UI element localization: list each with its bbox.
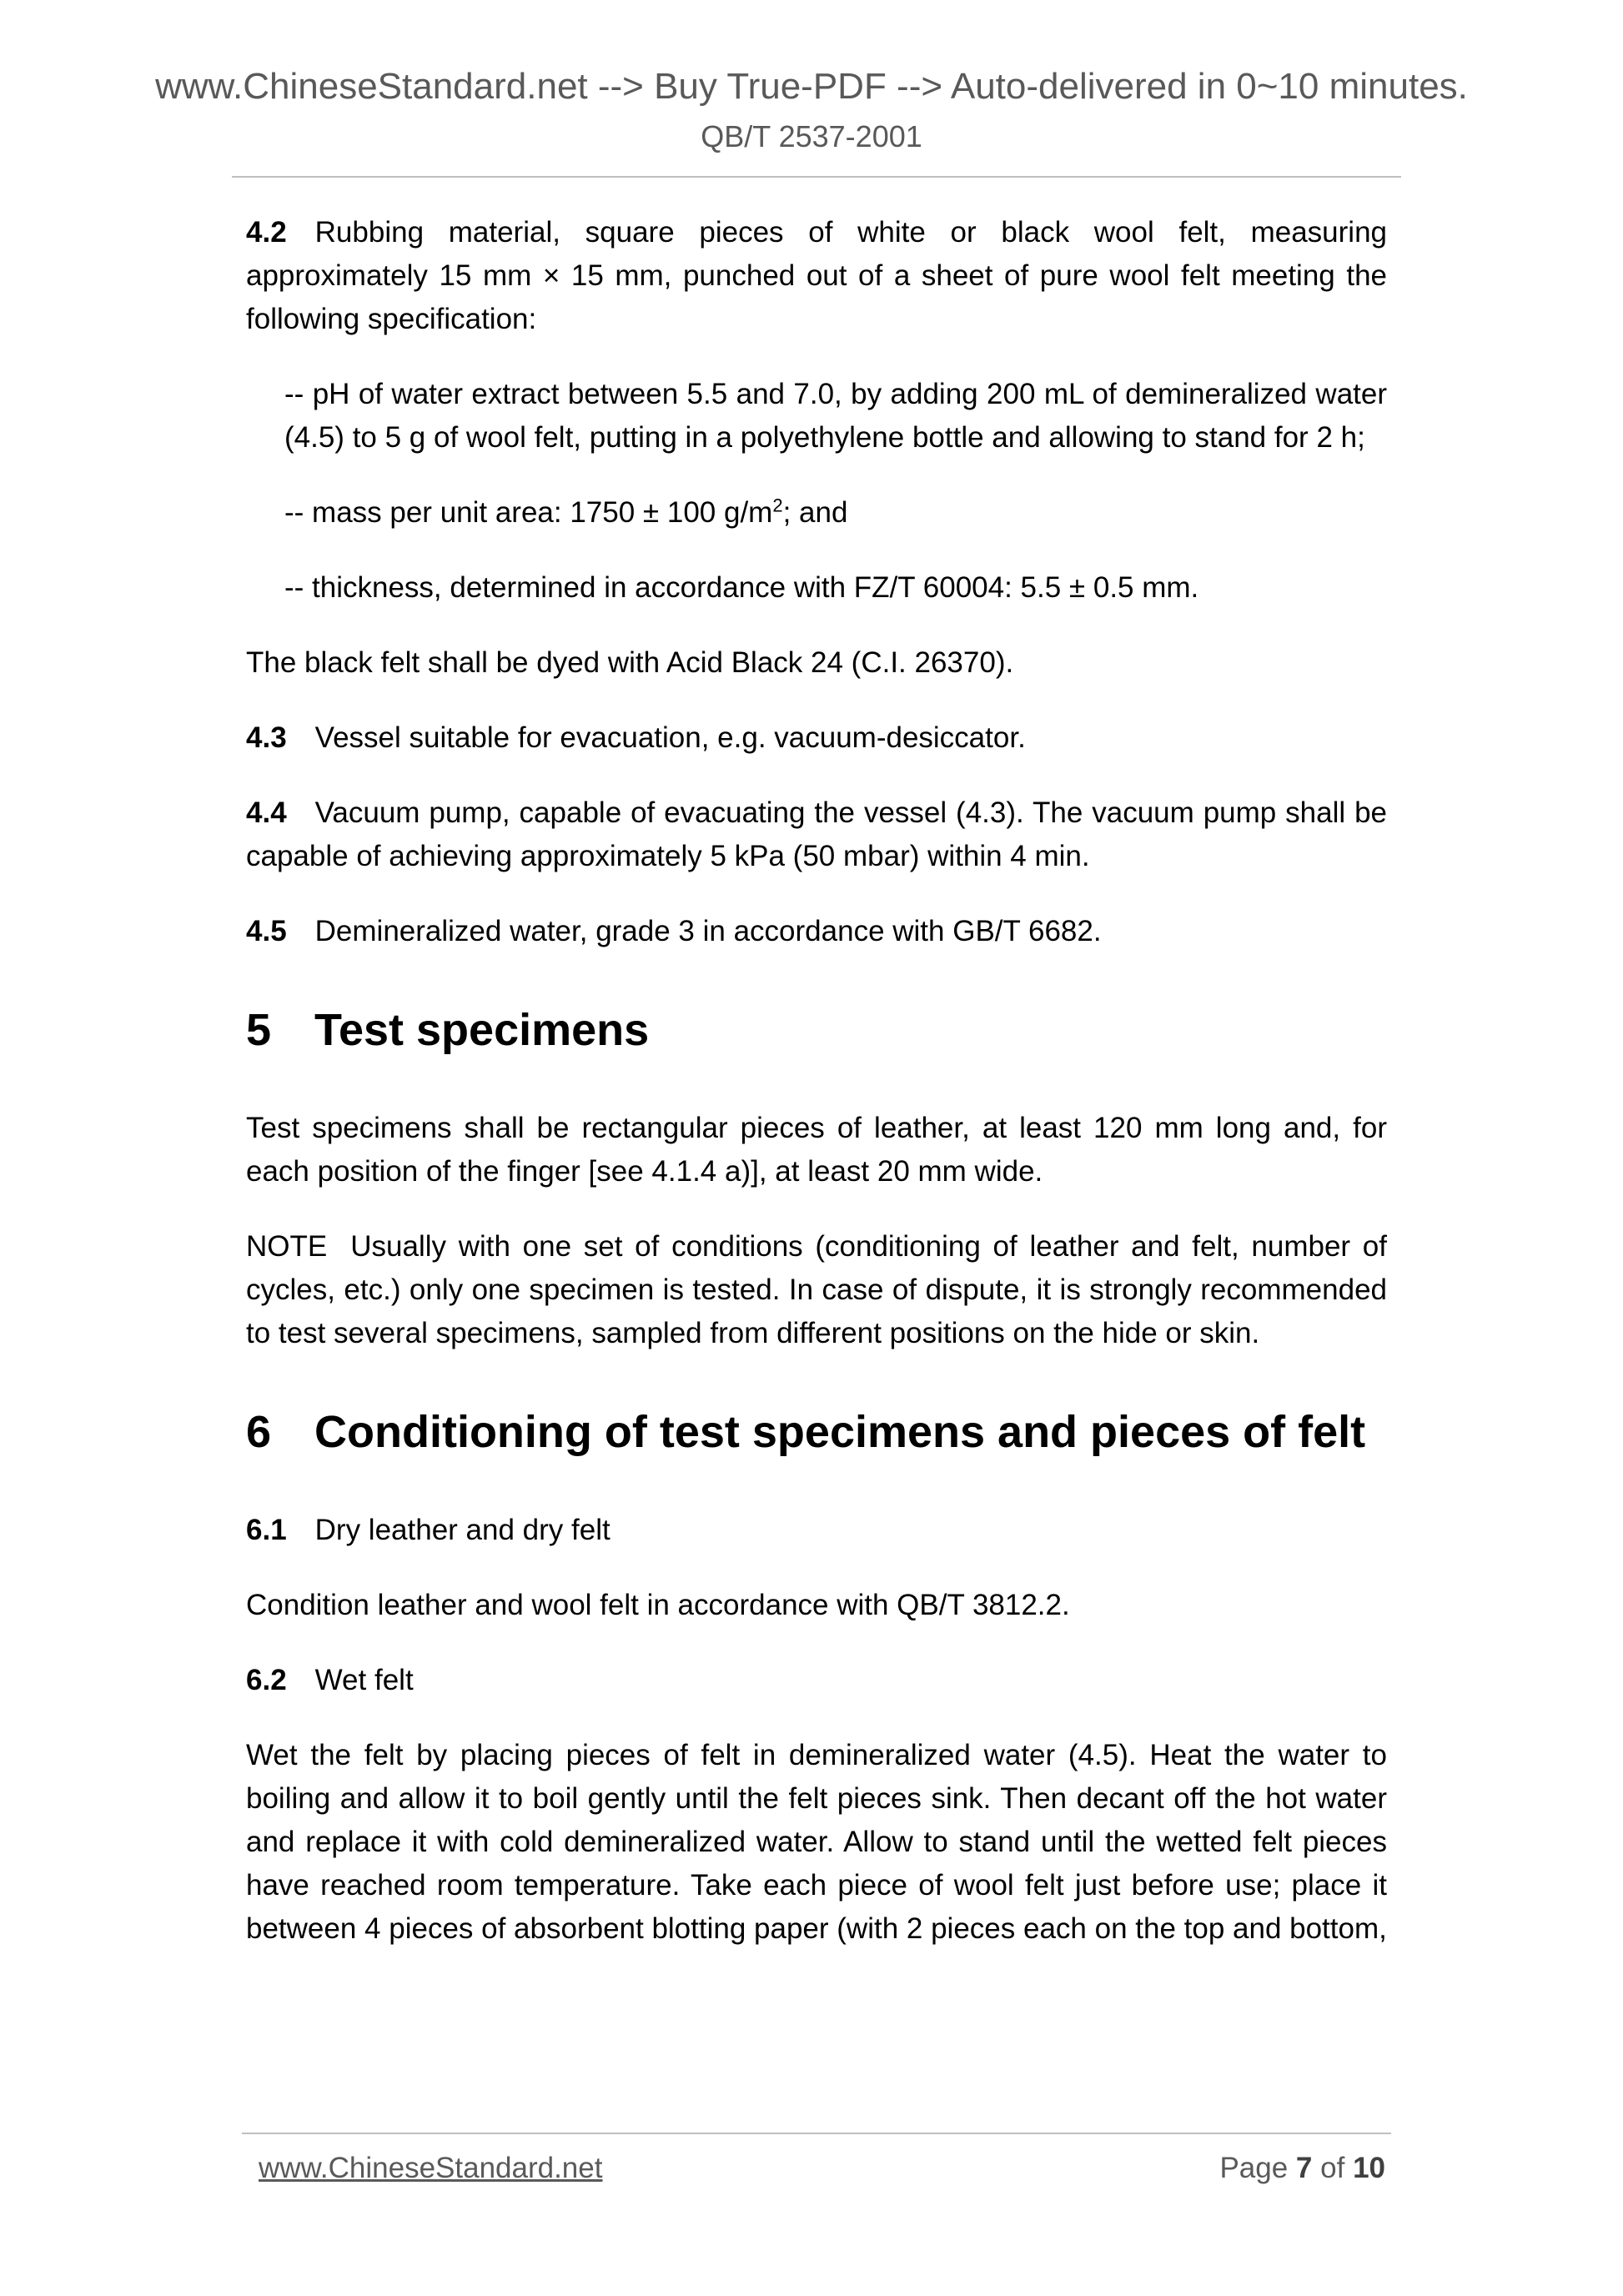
of-label: of [1320,2152,1345,2184]
page-indicator [1219,2152,1385,2185]
spec-item-thickness: -- thickness, determined in accordance with FZ/T 60004: 5.5 ± 0.5 mm. [284,571,1199,604]
clause-number: 6.1 [246,1514,287,1546]
section-5-paragraph: Test specimens shall be rectangular pieces of leather, at least 120 mm long and, for each position of the finger [see 4.1.4 a)], at least 20 mm wide. [246,1112,1387,1188]
clause-4-5 [246,910,1387,953]
section-5-heading [246,1003,1387,1057]
document-body [246,211,1387,1982]
note-label: NOTE [246,1230,328,1263]
clause-text: Vessel suitable for evacuation, e.g. vacuum-desiccator. [314,721,1026,754]
footer-website-link[interactable]: www.ChineseStandard.net [259,2152,603,2184]
superscript-2: 2 [772,495,783,516]
spec-item-mass [284,491,1387,535]
clause-number: 6.2 [246,1664,287,1696]
page-total: 10 [1353,2152,1385,2184]
section-6-heading [246,1405,1387,1459]
section-number: 5 [246,1005,272,1055]
clause-4-3 [246,716,1387,760]
clause-number: 4.3 [246,721,287,754]
page-number: 7 [1295,2152,1313,2184]
clause-number: 4.5 [246,915,287,947]
page-label: Page [1219,2152,1289,2184]
clause-text: Vacuum pump, capable of evacuating the vessel (4.3). The vacuum pump shall be capable of achieving approximately 5 kPa (50 mbar) within 4 min. [246,796,1387,872]
clause-title: Wet felt [314,1664,414,1696]
document-code: QB/T 2537-2001 [701,119,922,153]
clause-6-2-heading [246,1659,1387,1702]
section-title: Conditioning of test specimens and pieces of felt [314,1407,1366,1457]
note-text: Usually with one set of conditions (conditioning of leather and felt, number of cycles, etc.) only one specimen is tested. In case of dispute, it is strongly recommended to test several specimens, sampled from different positions on the hide or skin. [246,1230,1387,1349]
clause-number: 4.2 [246,216,287,249]
section-5-note [246,1225,1387,1355]
clause-4-4 [246,791,1387,878]
spec-item-mass-text: -- mass per unit area: 1750 ± 100 g/m [284,496,773,529]
clause-text: Rubbing material, square pieces of white or black wool felt, measuring approximately 15 mm × 15 mm, punched out of a sheet of pure wool felt meeting the following specification: [246,216,1387,335]
clause-4-2 [246,211,1387,341]
clause-number: 4.4 [246,796,287,829]
spec-item-mass-suffix: ; and [782,496,848,529]
clause-text: Demineralized water, grade 3 in accordance with GB/T 6682. [314,915,1102,947]
clause-6-2-text: Wet the felt by placing pieces of felt in demineralized water (4.5). Heat the water to boiling and allow it to boil gently until the felt pieces sink. Then decant off the hot water and replace it with cold demineralized water. Allow to stand until the wetted felt pieces have reached room temperature. Take each piece of wool felt just before use; place it between 4 pieces of absorbent blotting paper (with 2 pieces each on the top and bottom, [246,1739,1387,1945]
clause-title: Dry leather and dry felt [314,1514,611,1546]
header-banner: www.ChineseStandard.net --> Buy True-PDF --> Auto-delivered in 0~10 minutes. [155,66,1468,107]
spec-item-ph: -- pH of water extract between 5.5 and 7.0, by adding 200 mL of demineralized water (4.5) to 5 g of wool felt, putting in a polyethylene bottle and allowing to stand for 2 h; [284,378,1387,454]
section-number: 6 [246,1407,272,1457]
clause-6-1-heading [246,1509,1387,1552]
clause-6-1-text: Condition leather and wool felt in accordance with QB/T 3812.2. [246,1589,1070,1621]
section-title: Test specimens [314,1005,650,1055]
footer-divider [242,2133,1391,2134]
dye-note: The black felt shall be dyed with Acid Black 24 (C.I. 26370). [246,646,1014,679]
header-divider [232,176,1401,178]
